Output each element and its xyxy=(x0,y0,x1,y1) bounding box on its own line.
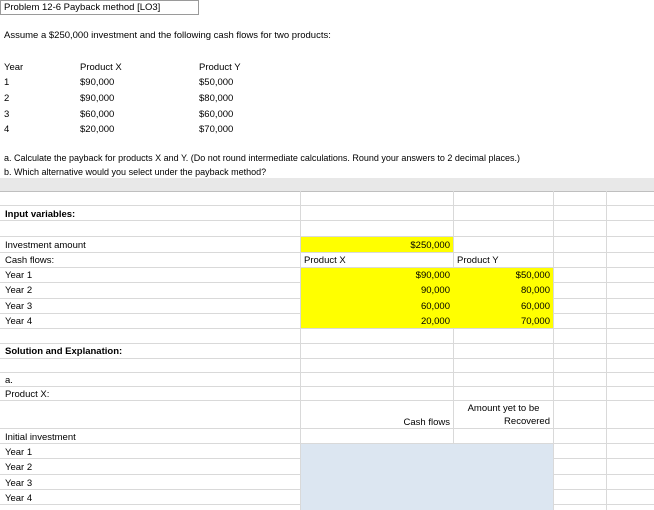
table-value-x: $20,000 xyxy=(80,124,115,135)
cash-flow-y[interactable]: $50,000 xyxy=(515,270,550,281)
input-variables-heading: Input variables: xyxy=(5,209,76,220)
grid-line xyxy=(0,358,654,359)
table-value-x: $90,000 xyxy=(80,93,115,104)
solution-heading: Solution and Explanation: xyxy=(5,346,123,357)
product-y-column-label: Product Y xyxy=(457,255,499,266)
cash-flow-x[interactable]: $90,000 xyxy=(415,270,450,281)
grid-line xyxy=(0,220,654,221)
grid-line xyxy=(0,343,654,344)
cash-flow-x[interactable]: 60,000 xyxy=(420,301,450,312)
cash-flow-x[interactable]: 20,000 xyxy=(420,316,450,327)
table-value-y: $60,000 xyxy=(199,109,234,120)
investment-label: Investment amount xyxy=(5,240,86,251)
year-label: Year 1 xyxy=(5,270,33,281)
table-value-y: $50,000 xyxy=(199,77,234,88)
cash-flow-y[interactable]: 80,000 xyxy=(520,285,550,296)
table-year: 4 xyxy=(4,124,10,135)
problem-title: Problem 12-6 Payback method [LO3] xyxy=(4,2,161,13)
cash-flow-x[interactable]: 90,000 xyxy=(420,285,450,296)
calc-year-label: Year 2 xyxy=(5,462,33,473)
table-value-x: $90,000 xyxy=(80,77,115,88)
grid-line xyxy=(0,328,654,329)
year-label: Year 3 xyxy=(5,301,33,312)
cash-flow-y[interactable]: 70,000 xyxy=(520,316,550,327)
grid-line xyxy=(0,386,654,387)
answer-cells[interactable] xyxy=(301,444,553,510)
table-value-y: $70,000 xyxy=(199,124,234,135)
question-b: b. Which alternative would you select under the payback method? xyxy=(4,167,267,177)
investment-value[interactable]: $250,000 xyxy=(410,240,450,251)
problem-intro: Assume a $250,000 investment and the following cash flows for two products: xyxy=(4,30,331,41)
grid-line xyxy=(0,205,654,206)
cash-flows-label: Cash flows: xyxy=(5,255,55,266)
year-label: Year 4 xyxy=(5,316,33,327)
table-header-year: Year xyxy=(4,62,24,73)
year-label: Year 2 xyxy=(5,285,33,296)
part-a-label: a. xyxy=(5,375,13,386)
grid-line xyxy=(0,400,654,401)
initial-investment-label: Initial investment xyxy=(5,432,76,443)
table-value-y: $80,000 xyxy=(199,93,234,104)
calc-year-label: Year 3 xyxy=(5,478,33,489)
table-header-product-y: Product Y xyxy=(199,62,241,73)
table-year: 1 xyxy=(4,77,10,88)
table-year: 2 xyxy=(4,93,10,104)
product-x-column-label: Product X xyxy=(304,255,346,266)
separator-band xyxy=(0,178,654,191)
grid-line xyxy=(0,428,654,429)
amount-yet-header-line1: Amount yet to be xyxy=(467,403,540,414)
question-a: a. Calculate the payback for products X and Y. (Do not round intermediate calculations. Round your answers to 2 decimal places.) xyxy=(4,153,520,163)
calc-year-label: Year 1 xyxy=(5,447,33,458)
grid-line xyxy=(0,191,654,192)
table-header-product-x: Product X xyxy=(80,62,122,73)
grid-line xyxy=(0,252,654,253)
amount-yet-header-line2: Recovered xyxy=(504,416,550,427)
grid-line xyxy=(0,372,654,373)
table-value-x: $60,000 xyxy=(80,109,115,120)
grid-line xyxy=(553,191,554,510)
grid-line xyxy=(606,191,607,510)
table-year: 3 xyxy=(4,109,10,120)
cash-flows-column-header: Cash flows xyxy=(403,417,450,428)
cash-flow-y[interactable]: 60,000 xyxy=(520,301,550,312)
product-x-heading: Product X: xyxy=(5,389,50,400)
calc-year-label: Year 4 xyxy=(5,493,33,504)
